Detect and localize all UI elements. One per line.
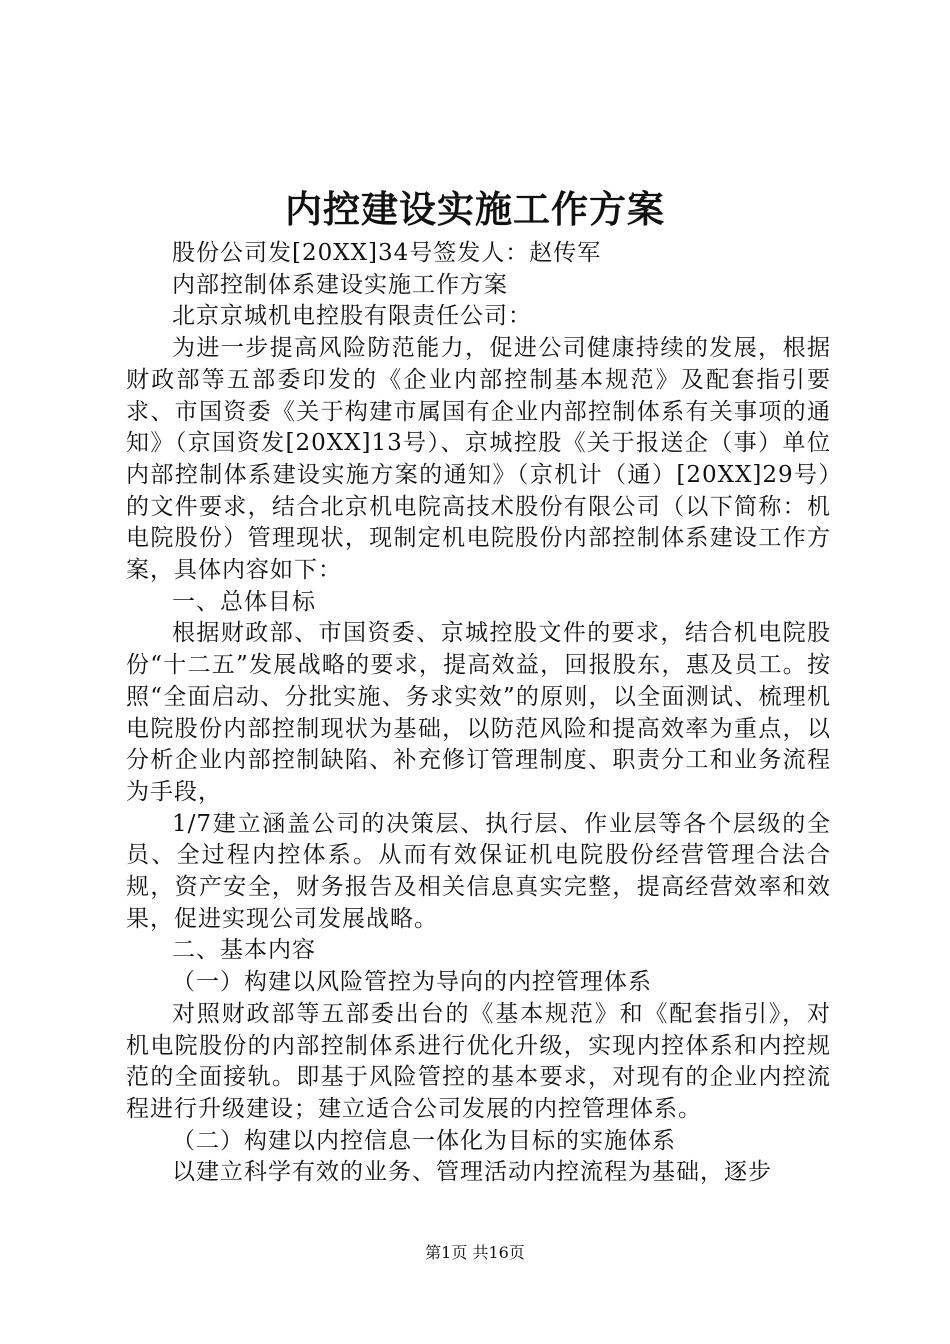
document-paragraph: 根据财政部、市国资委、京城控股文件的要求，结合机电院股份“十二五”发展战略的要求，提高效益，回报股东，惠及员工。按照“全面启动、分批实施、务求实效”的原则，以全面测试、梳理机电院股份内部控制现状为基础，以防范风险和提高效率为重点，以分析企业内部控制缺陷、补充修订管理制度、职责分工和业务流程为手段， (126, 620, 831, 805)
page-footer: 第1页 共16页 (425, 1243, 525, 1262)
section-heading: 一、总体目标 (172, 588, 316, 615)
document-paragraph: 内部控制体系建设实施工作方案 (172, 271, 508, 298)
document-paragraph: 1/7建立涵盖公司的决策层、执行层、作业层等各个层级的全员、全过程内控体系。从而有效保证机电院股份经营管理合法合规，资产安全，财务报告及相关信息真实完整，提高经营效率和效果，促进实现公司发展战略。 (126, 810, 831, 932)
subsection-heading: （一）构建以风险管控为导向的内控管理体系 (172, 969, 652, 996)
document-paragraph: 对照财政部等五部委出台的《基本规范》和《配套指引》，对机电院股份的内部控制体系进行优化升级，实现内控体系和内控规范的全面接轨。即基于风险管控的基本要求，对现有的企业内控流程进行升级建设；建立适合公司发展的内控管理体系。 (126, 1000, 831, 1122)
document-title: 内控建设实施工作方案 (285, 187, 665, 231)
subsection-heading: （二）构建以内控信息一体化为目标的实施体系 (172, 1127, 676, 1154)
section-heading: 二、基本内容 (172, 937, 316, 964)
document-paragraph: 股份公司发[20XX]34号签发人：赵传军 (172, 240, 602, 266)
document-paragraph: 北京京城机电控股有限责任公司： (172, 303, 532, 330)
document-paragraph: 为进一步提高风险防范能力，促进公司健康持续的发展，根据财政部等五部委印发的《企业内部控制基本规范》及配套指引要求、市国资委《关于构建市属国有企业内部控制体系有关事项的通知》（京国资发[20XX]13号）、京城控股《关于报送企（事）单位内部控制体系建设实施方案的通知》（京机计（通）[20XX]29号）的文件要求，结合北京机电院高技术股份有限公司（以下简称：机电院股份）管理现状，现制定机电院股份内部控制体系建设工作方案，具体内容如下： (126, 335, 831, 584)
document-paragraph: 以建立科学有效的业务、管理活动内控流程为基础，逐步 (172, 1159, 772, 1186)
document-body (126, 238, 831, 1189)
